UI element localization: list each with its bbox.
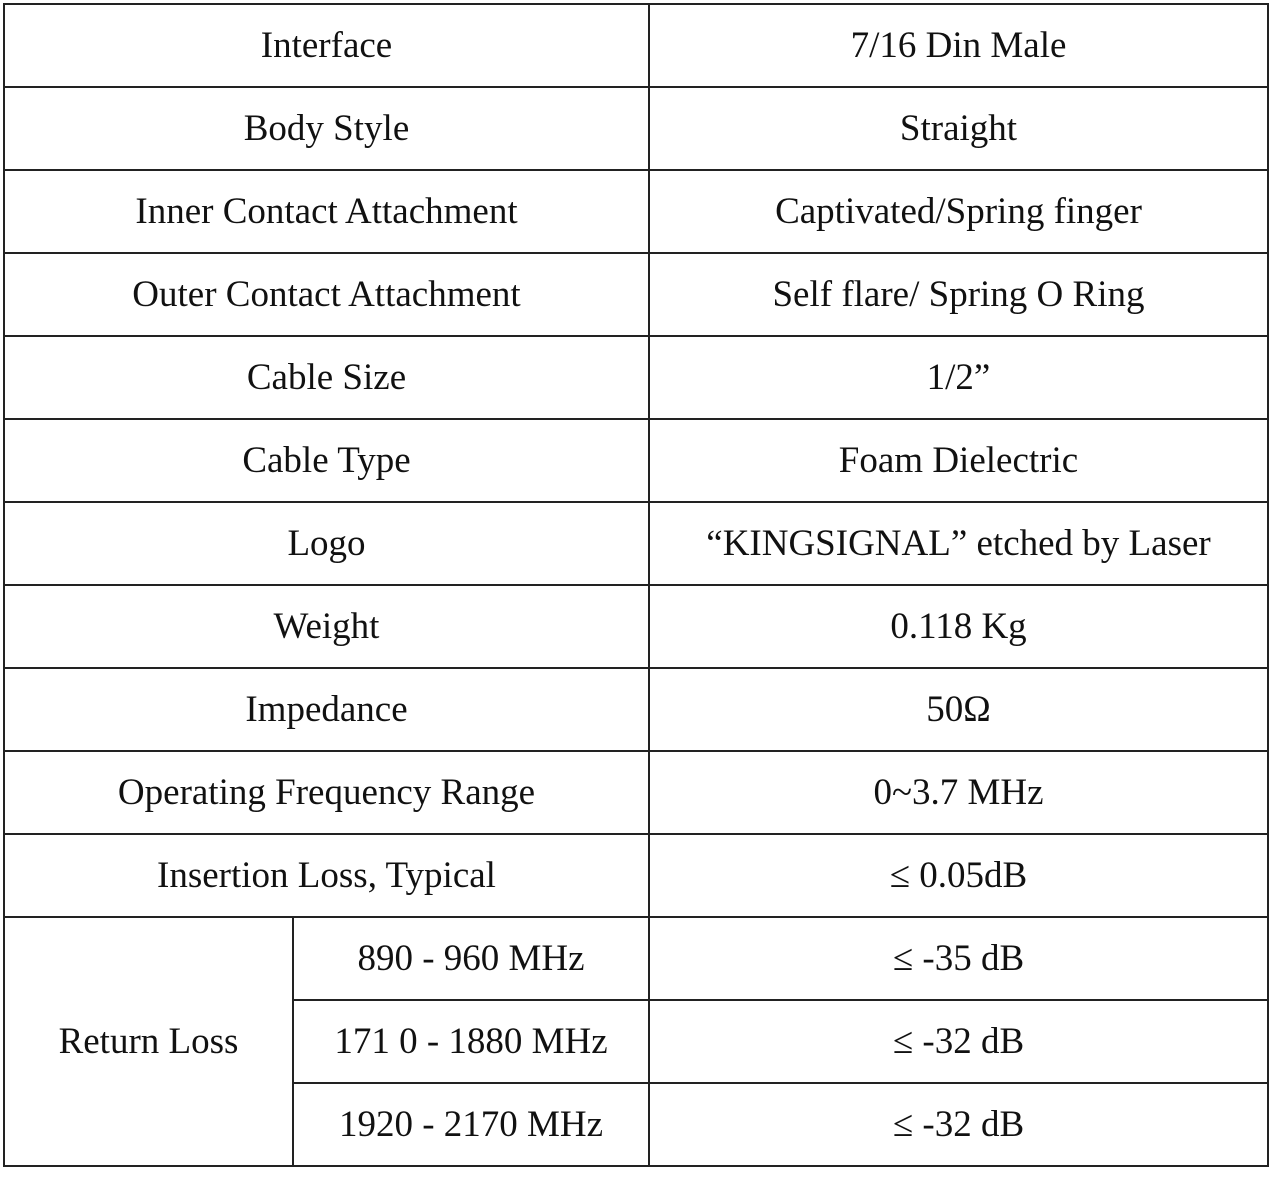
spec-value: 0~3.7 MHz (649, 751, 1268, 834)
table-row (4, 4, 1268, 87)
band-range: 171 0 - 1880 MHz (293, 1000, 649, 1083)
spec-value: Captivated/Spring finger (649, 170, 1268, 253)
spec-label: Cable Type (4, 419, 649, 502)
band-value: ≤ -32 dB (649, 1000, 1268, 1083)
spec-label: Logo (4, 502, 649, 585)
table-row (4, 336, 1268, 419)
spec-value: 1/2” (649, 336, 1268, 419)
spec-label: Inner Contact Attachment (4, 170, 649, 253)
spec-label: Impedance (4, 668, 649, 751)
spec-value: Straight (649, 87, 1268, 170)
table-row (4, 668, 1268, 751)
spec-value: 7/16 Din Male (649, 4, 1268, 87)
spec-label: Insertion Loss, Typical (4, 834, 649, 917)
band-range: 890 - 960 MHz (293, 917, 649, 1000)
table-row (4, 585, 1268, 668)
table-row (4, 87, 1268, 170)
table-row (4, 170, 1268, 253)
band-range: 1920 - 2170 MHz (293, 1083, 649, 1166)
table-row (4, 419, 1268, 502)
table-row (4, 834, 1268, 917)
spec-value: “KINGSIGNAL” etched by Laser (649, 502, 1268, 585)
spec-value: Foam Dielectric (649, 419, 1268, 502)
return-loss-label: Return Loss (4, 917, 293, 1166)
table-row (4, 751, 1268, 834)
spec-label: Outer Contact Attachment (4, 253, 649, 336)
table-row (4, 253, 1268, 336)
spec-value: 0.118 Kg (649, 585, 1268, 668)
spec-label: Cable Size (4, 336, 649, 419)
spec-value: ≤ 0.05dB (649, 834, 1268, 917)
spec-table (3, 3, 1269, 1167)
band-value: ≤ -35 dB (649, 917, 1268, 1000)
spec-label: Interface (4, 4, 649, 87)
table-row (4, 502, 1268, 585)
table-row (4, 917, 1268, 1000)
spec-label: Operating Frequency Range (4, 751, 649, 834)
spec-label: Body Style (4, 87, 649, 170)
spec-value: Self flare/ Spring O Ring (649, 253, 1268, 336)
spec-value: 50Ω (649, 668, 1268, 751)
band-value: ≤ -32 dB (649, 1083, 1268, 1166)
spec-label: Weight (4, 585, 649, 668)
